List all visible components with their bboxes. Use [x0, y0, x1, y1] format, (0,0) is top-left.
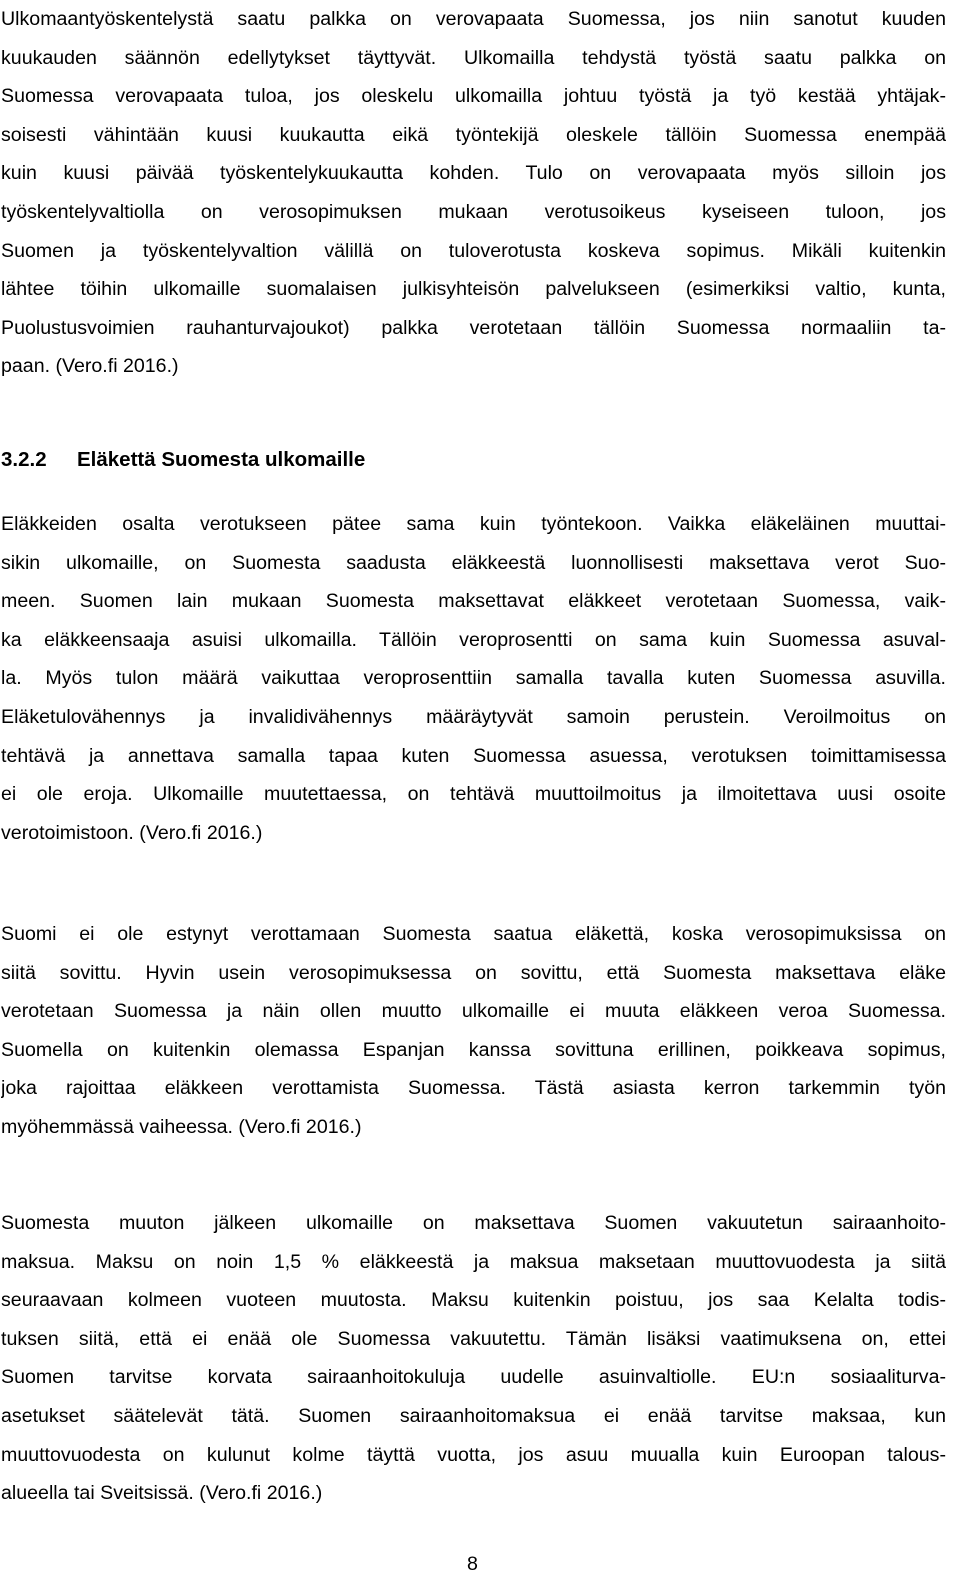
text-line: tehtävä ja annettava samalla tapaa kuten Suomessa asuessa, verotuksen toimittamisessa: [1, 744, 946, 767]
text-line: ei ole eroja. Ulkomaille muutettaessa, on tehtävä muuttoilmoitus ja ilmoitettava uusi osoite: [1, 783, 946, 806]
text-line: siitä sovittu. Hyvin usein verosopimuksessa on sovittu, että Suomesta maksettava eläke: [1, 961, 946, 984]
text-line: verotoimistoon. (Vero.fi 2016.): [1, 821, 263, 844]
text-line: sikin ulkomaille, on Suomesta saadusta eläkkeestä luonnollisesti maksettava verot Suo-: [1, 551, 946, 574]
text-line: Suomi ei ole estynyt verottamaan Suomesta saatua eläkettä, koska verosopimuksissa on: [1, 923, 946, 945]
text-line: Suomessa verovapaata tuloa, jos oleskelu ulkomailla johtuu työstä ja työ kestää yhtäjak-: [1, 85, 946, 108]
text-line: alueella tai Sveitsissä. (Vero.fi 2016.): [1, 1482, 323, 1505]
text-line: Suomesta muuton jälkeen ulkomaille on maksettava Suomen vakuutetun sairaanhoito-: [1, 1212, 946, 1234]
section-heading: [1, 441, 365, 479]
page-number: 8: [467, 1553, 478, 1575]
text-line: joka rajoittaa eläkkeen verottamista Suomessa. Tästä asiasta kerron tarkemmin työn: [1, 1077, 946, 1100]
text-line: tuksen siitä, että ei enää ole Suomessa vakuutettu. Tämän lisäksi vaatimuksena on, ettei: [1, 1327, 946, 1350]
text-line: Suomen ja työskentelyvaltion välillä on tuloverotusta koskeva sopimus. Mikäli kuitenkin: [1, 239, 946, 262]
text-line: asetukset säätelevät tätä. Suomen sairaanhoitomaksua ei enää tarvitse maksaa, kun: [1, 1404, 946, 1427]
text-line: Eläkkeiden osalta verotukseen pätee sama kuin työntekoon. Vaikka eläkeläinen muuttai-: [1, 513, 946, 535]
text-line: Suomen tarvitse korvata sairaanhoitokuluja uudelle asuinvaltiolle. EU:n sosiaaliturva-: [1, 1366, 946, 1389]
text-line: työskentelyvaltiolla on verosopimuksen mukaan verotusoikeus kyseiseen tuloon, jos: [1, 200, 946, 223]
text-line: la. Myös tulon määrä vaikuttaa veroprosenttiin samalla tavalla kuten Suomessa asuvilla.: [1, 667, 946, 690]
text-line: ka eläkkeensaaja asuisi ulkomailla. Tällöin veroprosentti on sama kuin Suomessa asuval-: [1, 628, 946, 651]
section-title: Eläkettä Suomesta ulkomaille: [77, 448, 366, 471]
text-line: myöhemmässä vaiheessa. (Vero.fi 2016.): [1, 1115, 362, 1138]
text-line: soisesti vähintään kuusi kuukautta eikä työntekijä oleskele tällöin Suomessa enempää: [1, 123, 946, 146]
section-number: 3.2.2: [1, 448, 47, 471]
text-line: verotetaan Suomessa ja näin ollen muutto ulkomaille ei muuta eläkkeen veroa Suomessa.: [1, 1000, 946, 1023]
paragraph-health-insurance-fee: [1, 1204, 946, 1513]
text-line: paan. (Vero.fi 2016.): [1, 355, 179, 378]
text-line: Ulkomaantyöskentelystä saatu palkka on verovapaata Suomessa, jos niin sanotut kuuden: [1, 8, 946, 30]
text-line: muuttovuodesta on kulunut kolme täyttä vuotta, jos asuu muualla kuin Euroopan talous-: [1, 1443, 946, 1466]
text-line: lähtee töihin ulkomaille suomalaisen julkisyhteisön palvelukseen (esimerkiksi valtio, kunta,: [1, 278, 946, 301]
paragraph-pension-taxation: [1, 505, 946, 852]
text-line: Suomella on kuitenkin olemassa Espanjan kanssa sovittuna erillinen, poikkeava sopimus,: [1, 1038, 946, 1061]
text-line: meen. Suomen lain mukaan Suomesta maksettavat eläkkeet verotetaan Suomessa, vaik-: [1, 590, 946, 613]
paragraph-tax-treaty: [1, 915, 946, 1147]
text-line: kuukauden säännön edellytykset täyttyvät. Ulkomailla tehdystä työstä saatu palkka on: [1, 46, 946, 69]
text-line: seuraavaan kolmeen vuoteen muutosta. Maksu kuitenkin poistuu, jos saa Kelalta todis-: [1, 1289, 946, 1312]
text-line: maksua. Maksu on noin 1,5 % eläkkeestä ja maksua maksetaan muuttovuodesta ja siitä: [1, 1250, 946, 1273]
text-line: kuin kuusi päivää työskentelykuukautta kohden. Tulo on verovapaata myös silloin jos: [1, 162, 946, 185]
paragraph-foreign-work-salary: [1, 0, 946, 386]
text-line: Eläketulovähennys ja invalidivähennys määräytyvät samoin perustein. Veroilmoitus on: [1, 705, 946, 728]
text-line: Puolustusvoimien rauhanturvajoukot) palkka verotetaan tällöin Suomessa normaaliin ta-: [1, 316, 946, 339]
